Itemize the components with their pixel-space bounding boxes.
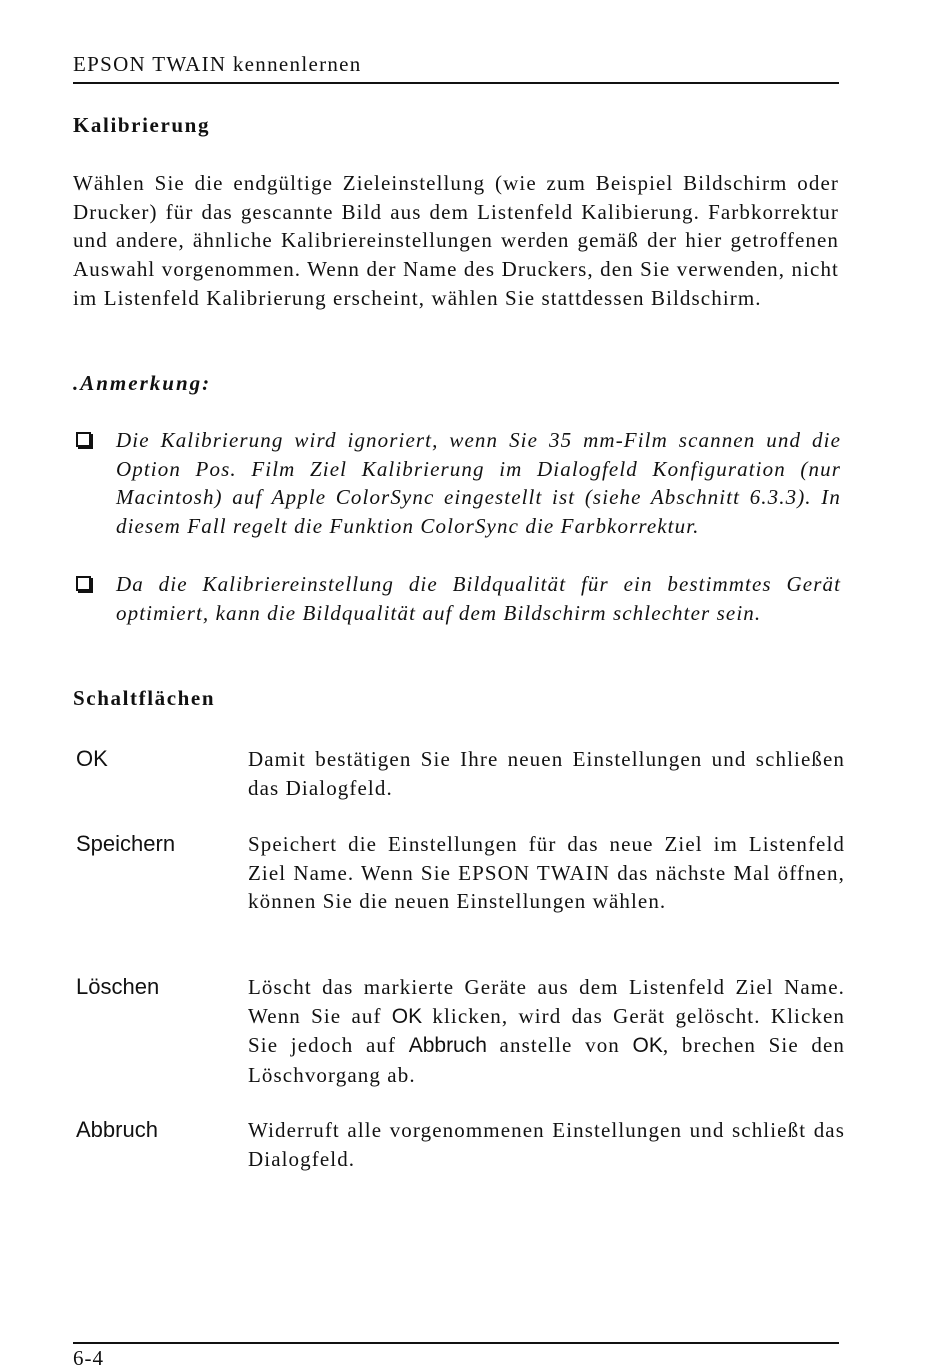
term-speichern: Speichern: [76, 831, 176, 856]
definition-row-ok: [73, 745, 845, 802]
section-title-kalibrierung: Kalibrierung: [73, 113, 211, 137]
term-ok: OK: [76, 746, 108, 771]
footer-rule: [73, 1342, 839, 1344]
kalibrierung-paragraph: Wählen Sie die endgültige Zieleinstellung (wie zum Beispiel Bildschirm oder Drucker) für das gescannte Bild aus dem Listenfeld Kalibierung. Farbkorrektur und andere, ähnliche Kalibriereinstellungen werden gemäß der hier getroffenen Auswahl vorgenommen. Wenn der Name des Druckers, den Sie verwenden, nicht im Listenfeld Kalibrierung erscheint, wählen Sie stattdessen Bildschirm.: [73, 171, 839, 310]
definition-text: Speichert die Einstellungen für das neue Ziel im Listenfeld Ziel Name. Wenn Sie EPSON TWAIN das nächste Mal öffnen, können Sie die neuen Einstellungen wählen.: [248, 832, 845, 914]
note-item-text: Die Kalibrierung wird ignoriert, wenn Sie 35 mm-Film scannen und die Option Pos. Film Ziel Kalibrierung im Dialogfeld Konfiguration (nur Macintosh) auf Apple ColorSync eingestellt ist (siehe Abschnitt 6.3.3). In diesem Fall regelt die Funktion ColorSync die Farbkorrektur.: [116, 428, 841, 539]
section-title-schaltflaechen: Schaltflächen: [73, 686, 216, 710]
page-number: 6-4: [73, 1346, 104, 1370]
definition-text-part: Löscht das markierte Geräte aus dem Listenfeld Ziel Name. Wenn Sie auf: [248, 975, 845, 1028]
definition-text: Widerruft alle vorgenommenen Einstellungen und schließt das Dialogfeld.: [248, 1118, 845, 1171]
note-title: .Anmerkung:: [73, 371, 212, 395]
definition-text-part: , brechen Sie den Löschvorgang ab.: [248, 1033, 846, 1088]
note-item: [73, 426, 841, 541]
definition-row-speichern: [73, 830, 845, 916]
note-item: [73, 570, 841, 627]
term-abbruch: Abbruch: [76, 1117, 158, 1142]
ui-label-ok: OK: [632, 1034, 663, 1058]
ui-label-abbruch: Abbruch: [408, 1034, 487, 1058]
checkbox-bullet-icon: [76, 432, 91, 447]
definition-row-loeschen: [73, 973, 845, 1090]
checkbox-bullet-icon: [76, 576, 91, 591]
term-loeschen: Löschen: [76, 974, 160, 999]
definition-text: Damit bestätigen Sie Ihre neuen Einstellungen und schließen das Dialogfeld.: [248, 747, 845, 800]
page-header: EPSON TWAIN kennenlernen: [73, 52, 839, 84]
definition-row-abbruch: [73, 1116, 845, 1173]
definition-text: [248, 973, 845, 1090]
definition-text-part: klicken, wird das Gerät gelöscht. Klicken Sie jedoch auf: [248, 1003, 845, 1058]
note-item-text: Da die Kalibriereinstellung die Bildqualität für ein bestimmtes Gerät optimiert, kann die Bildqualität auf dem Bildschirm schlechter sein.: [116, 572, 841, 625]
definition-text-part: anstelle von: [486, 1033, 633, 1058]
ui-label-ok: OK: [391, 1004, 423, 1028]
